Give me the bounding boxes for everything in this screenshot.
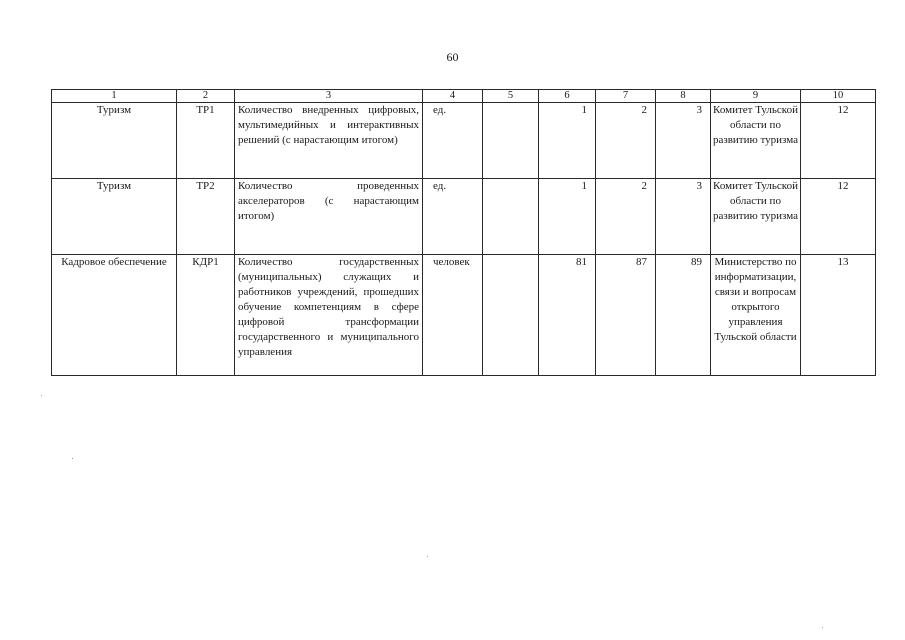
unit-cell: человек (423, 255, 483, 376)
header-cell: 6 (539, 90, 596, 103)
value-cell: 1 (539, 179, 596, 255)
code-cell: ТР2 (177, 179, 235, 255)
value-cell: 3 (656, 103, 711, 179)
ref-cell: 12 (801, 103, 876, 179)
indicator-cell: Количество государственных (муниципальных) служащих и работников учреждений, прошедших обучение компетенциям в сфере цифровой трансформации государственного и муниципального управления (235, 255, 423, 376)
header-cell: 8 (656, 90, 711, 103)
empty-cell (483, 255, 539, 376)
header-cell: 2 (177, 90, 235, 103)
area-cell: Туризм (52, 103, 177, 179)
scan-speck (822, 627, 823, 628)
value-cell: 2 (596, 179, 656, 255)
value-cell: 87 (596, 255, 656, 376)
ref-cell: 13 (801, 255, 876, 376)
responsible-cell: Комитет Тульской области по развитию туризма (711, 179, 801, 255)
unit-cell: ед. (423, 103, 483, 179)
table-row (52, 179, 876, 255)
empty-cell (483, 103, 539, 179)
value-cell: 89 (656, 255, 711, 376)
empty-cell (483, 179, 539, 255)
indicator-cell: Количество проведенных акселераторов (с нарастающим итогом) (235, 179, 423, 255)
area-cell: Туризм (52, 179, 177, 255)
responsible-cell: Комитет Тульской области по развитию туризма (711, 103, 801, 179)
header-cell: 10 (801, 90, 876, 103)
table-row (52, 255, 876, 376)
header-cell: 5 (483, 90, 539, 103)
value-cell: 3 (656, 179, 711, 255)
header-cell: 4 (423, 90, 483, 103)
header-cell: 9 (711, 90, 801, 103)
unit-cell: ед. (423, 179, 483, 255)
value-cell: 2 (596, 103, 656, 179)
scan-speck (72, 458, 73, 459)
value-cell: 81 (539, 255, 596, 376)
code-cell: КДР1 (177, 255, 235, 376)
indicators-table (51, 89, 876, 376)
header-cell: 1 (52, 90, 177, 103)
indicator-cell: Количество внедренных цифровых, мультимедийных и интерактивных решений (с нарастающим итогом) (235, 103, 423, 179)
area-cell: Кадровое обеспечение (52, 255, 177, 376)
scan-speck (41, 395, 42, 396)
value-cell: 1 (539, 103, 596, 179)
ref-cell: 12 (801, 179, 876, 255)
header-cell: 7 (596, 90, 656, 103)
scan-speck (427, 556, 428, 557)
header-cell: 3 (235, 90, 423, 103)
table-row (52, 103, 876, 179)
page-number: 60 (446, 50, 459, 64)
table-header-row (52, 90, 876, 103)
code-cell: ТР1 (177, 103, 235, 179)
responsible-cell: Министерство по информатизации, связи и вопросам открытого управления Тульской области (711, 255, 801, 376)
